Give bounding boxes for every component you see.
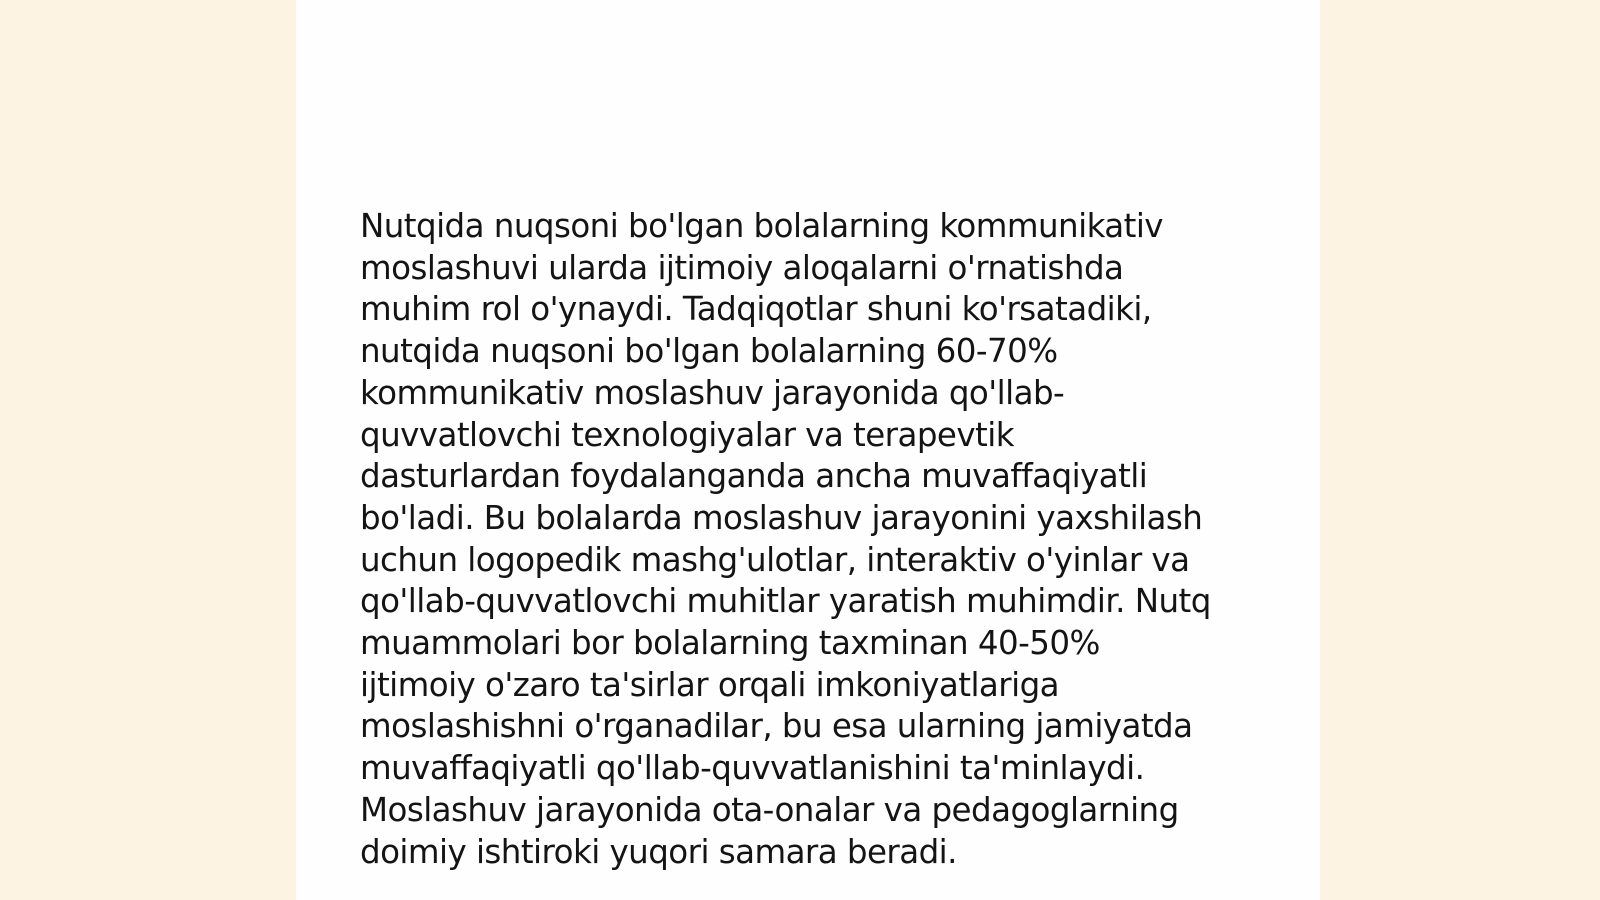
slide-body-text: Nutqida nuqsoni bo'lgan bolalarning kommunikativ moslashuvi ularda ijtimoiy aloqalarni o'rnatishda muhim rol o'ynaydi. Tadqiqotlar shuni ko'rsatadiki, nutqida nuqsoni bo'lgan bolalarning 60-70% kommunikativ moslashuv jarayonida qo'llab- quvvatlovchi texnologiyalar va terapevtik dasturlardan foydalanganda ancha muvaffaqiyatli bo'ladi. Bu bolalarda moslashuv jarayonini yaxshilash uchun logopedik mashg'ulotlar, interaktiv o'yinlar va qo'llab-quvvatlovchi muhitlar yaratish muhimdir. Nutq muammolari bor bolalarning taxminan 40-50% ijtimoiy o'zaro ta'sirlar orqali imkoniyatlariga moslashishni o'rganadilar, bu esa ularning jamiyatda muvaffaqiyatli qo'llab-quvvatlanishini ta'minlaydi. Moslashuv jarayonida ota-onalar va pedagoglarning doimiy ishtiroki yuqori samara beradi. <box>360 207 1211 871</box>
